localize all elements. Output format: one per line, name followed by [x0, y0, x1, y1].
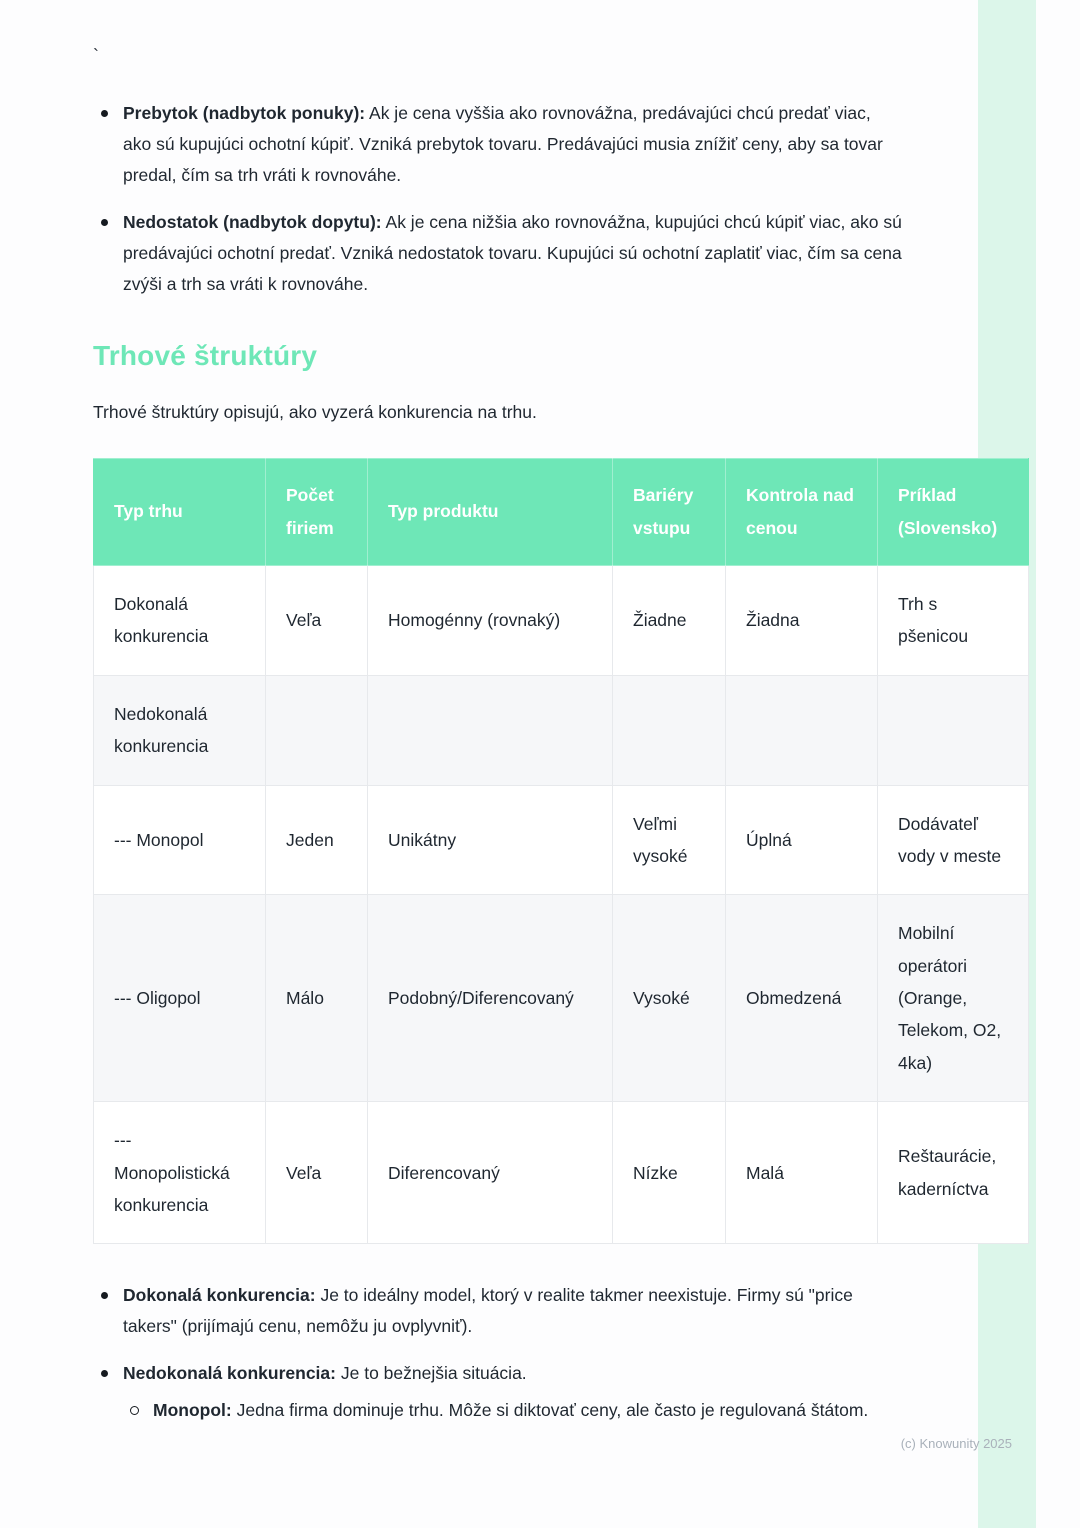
table-cell: Obmedzená	[726, 895, 878, 1102]
table-cell: Mobilní operátori (Orange, Telekom, O2, 4ka)	[878, 895, 1029, 1102]
table-cell: Vysoké	[613, 895, 726, 1102]
table-cell	[613, 675, 726, 785]
table-header-cell: Príklad (Slovensko)	[878, 458, 1029, 566]
section-title: Trhové štruktúry	[93, 339, 318, 371]
bullet-text: Ak je cena vyššia ako rovnovážna, predávajúci chcú predať viac, ako sú kupujúci ochotní kúpiť. Vzniká prebytok tovaru. Predávajúci musia znížiť ceny, aby sa tovar predal, čím sa trh vráti k rovnováhe.	[123, 103, 883, 185]
table-cell: Málo	[266, 895, 368, 1102]
table-cell: Nedokonalá konkurencia	[94, 675, 266, 785]
table-cell: Veľa	[266, 566, 368, 676]
bullet-lead-bold: Nedokonalá konkurencia:	[123, 1363, 336, 1384]
table-row	[94, 566, 1029, 676]
bullet-lead-bold: Dokonalá konkurencia:	[123, 1285, 316, 1306]
table-row	[94, 1102, 1029, 1244]
list-item	[93, 1358, 903, 1426]
market-structures-table	[93, 458, 1029, 1245]
table-cell	[266, 675, 368, 785]
table-cell: Žiadne	[613, 566, 726, 676]
table-cell	[368, 675, 613, 785]
section-intro: Trhové štruktúry opisujú, ako vyzerá konkurencia na trhu.	[93, 401, 537, 422]
table-cell: --- Monopol	[94, 785, 266, 895]
sub-bullet-list	[123, 1395, 903, 1426]
sub-list-item	[123, 1395, 903, 1426]
table-cell: Žiadna	[726, 566, 878, 676]
table-cell: Nízke	[613, 1102, 726, 1244]
closing-bullet-list	[93, 1280, 903, 1426]
table-cell: Unikátny	[368, 785, 613, 895]
table-header-row	[94, 458, 1029, 566]
table-cell: --- Oligopol	[94, 895, 266, 1102]
table-row	[94, 895, 1029, 1102]
stray-backtick: `	[93, 46, 99, 66]
bullet-text: Je to bežnejšia situácia.	[340, 1363, 527, 1384]
list-item	[93, 207, 903, 300]
table-cell	[878, 675, 1029, 785]
table-cell: Veľa	[266, 1102, 368, 1244]
table-cell: Dokonalá konkurencia	[94, 566, 266, 676]
intro-bullet-list	[93, 98, 903, 300]
table-cell: Diferencovaný	[368, 1102, 613, 1244]
table-cell: Podobný/Diferencovaný	[368, 895, 613, 1102]
bullet-text: Jedna firma dominuje trhu. Môže si diktovať ceny, ale často je regulovaná štátom.	[236, 1400, 869, 1421]
table-header-cell: Počet firiem	[266, 458, 368, 566]
table-cell: Malá	[726, 1102, 878, 1244]
table-header-cell: Typ produktu	[368, 458, 613, 566]
table-cell: --- Monopolistická konkurencia	[94, 1102, 266, 1244]
table-cell: Jeden	[266, 785, 368, 895]
bullet-text: Ak je cena nižšia ako rovnovážna, kupujúci chcú kúpiť viac, ako sú predávajúci ochotní predať. Vzniká nedostatok tovaru. Kupujúci sú ochotní zaplatiť viac, čím sa cena zvýši a trh sa vráti k rovnováhe.	[123, 211, 902, 294]
table-cell: Homogénny (rovnaký)	[368, 566, 613, 676]
table-header-cell: Typ trhu	[94, 458, 266, 566]
list-item	[93, 1280, 903, 1342]
table-row	[94, 785, 1029, 895]
table-cell: Trh s pšenicou	[878, 566, 1029, 676]
bullet-text: Je to ideálny model, ktorý v realite takmer neexistuje. Firmy sú "price takers" (prijímajú cenu, nemôžu ju ovplyvniť).	[123, 1285, 853, 1337]
table-cell: Reštaurácie, kaderníctva	[878, 1102, 1029, 1244]
bullet-lead-bold: Monopol:	[153, 1400, 232, 1421]
table-cell: Dodávateľ vody v meste	[878, 785, 1029, 895]
table-header-cell: Kontrola nad cenou	[726, 458, 878, 566]
table-cell: Veľmi vysoké	[613, 785, 726, 895]
copyright-footer: (c) Knowunity 2025	[900, 1436, 1012, 1451]
bullet-lead-bold: Prebytok (nadbytok ponuky):	[123, 103, 366, 123]
table-row	[94, 675, 1029, 785]
table-cell	[726, 675, 878, 785]
table-cell: Úplná	[726, 785, 878, 895]
list-item	[93, 98, 903, 191]
bullet-lead-bold: Nedostatok (nadbytok dopytu):	[123, 211, 382, 232]
table-header-cell: Bariéry vstupu	[613, 458, 726, 566]
